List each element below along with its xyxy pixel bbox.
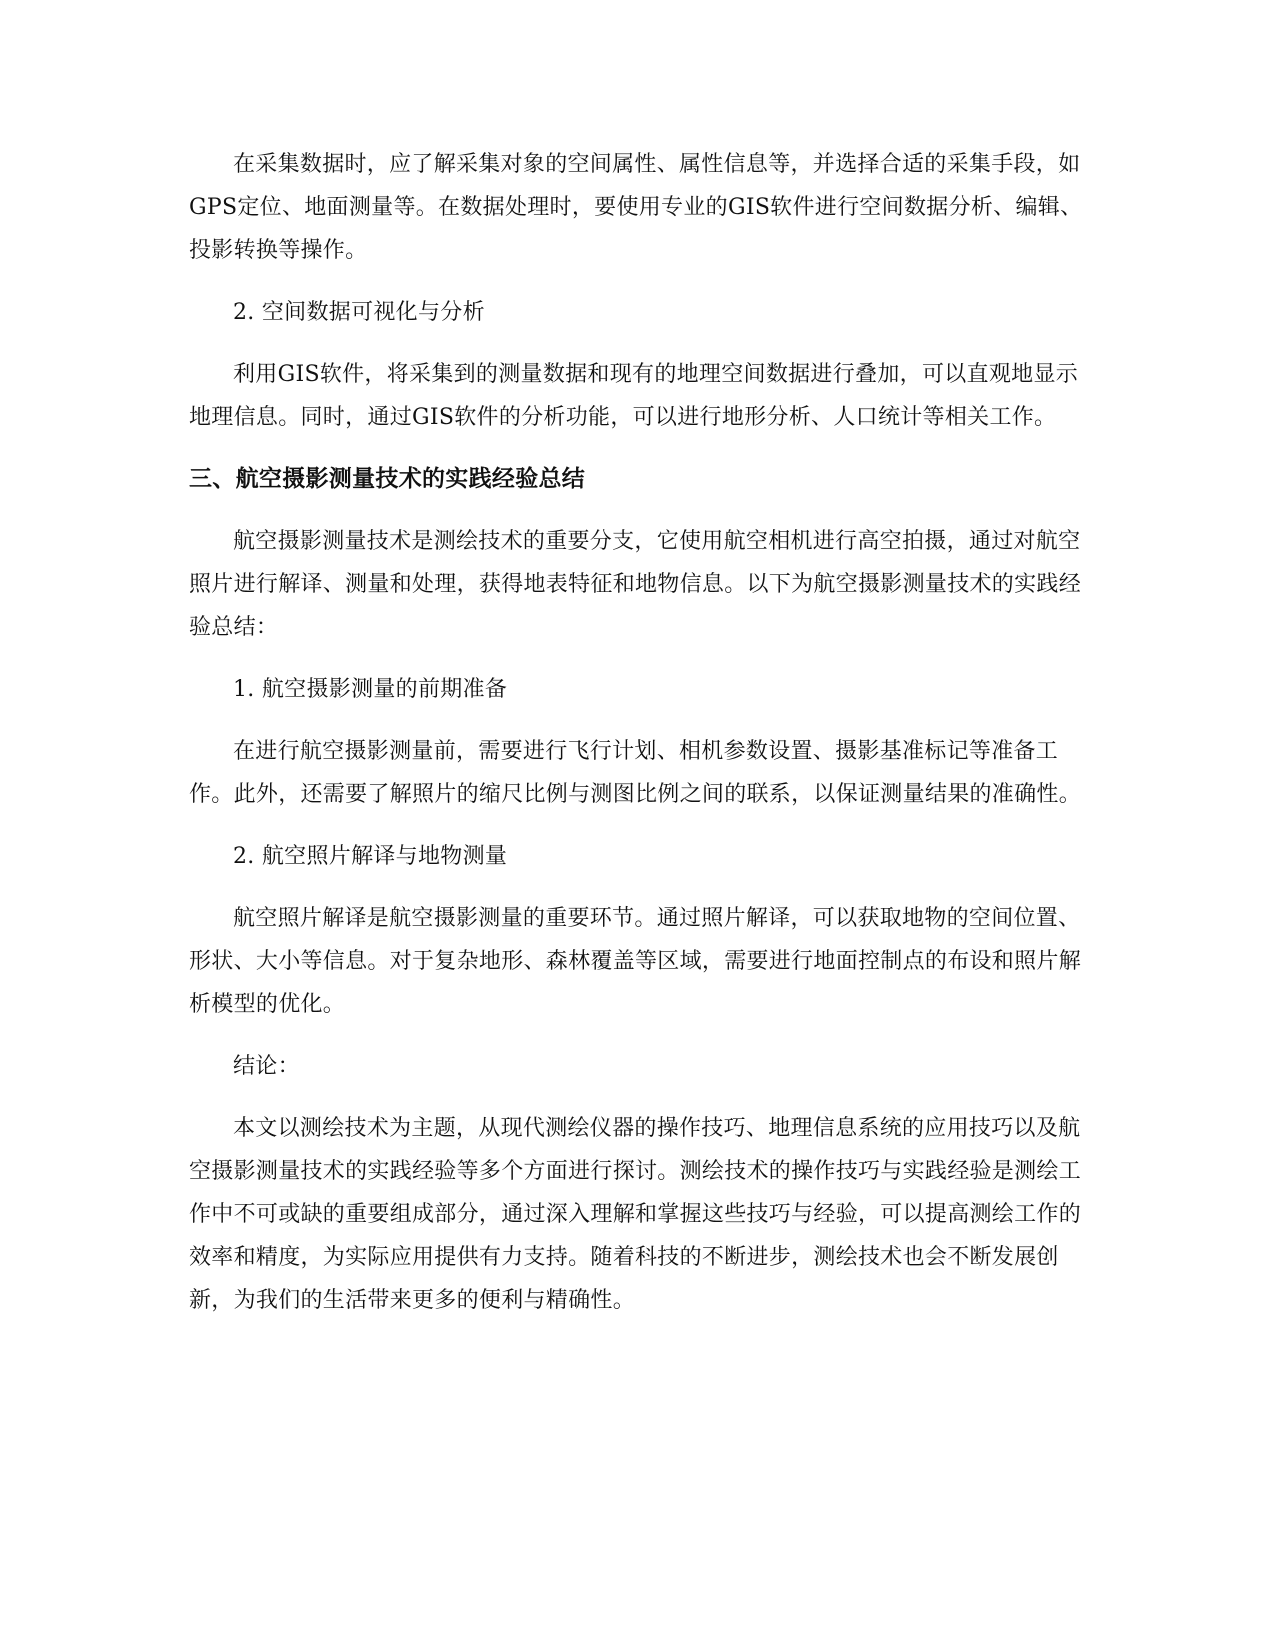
paragraph-interpretation: 航空照片解译是航空摄影测量的重要环节。通过照片解译，可以获取地物的空间位置、形状、大小等信息。对于复杂地形、森林覆盖等区域，需要进行地面控制点的布设和照片解析模型的优化。: [189, 906, 1082, 1017]
paragraph-conclusion: 本文以测绘技术为主题，从现代测绘仪器的操作技巧、地理信息系统的应用技巧以及航空摄影测量技术的实践经验等多个方面进行探讨。测绘技术的操作技巧与实践经验是测绘工作中不可或缺的重要组成部分，通过深入理解和掌握这些技巧与经验，可以提高测绘工作的效率和精度，为实际应用提供有力支持。随着科技的不断进步，测绘技术也会不断发展创新，为我们的生活带来更多的便利与精确性。: [189, 1116, 1082, 1313]
section-heading-aerial-photogrammetry: 三、航空摄影测量技术的实践经验总结: [189, 466, 586, 492]
conclusion-label: 结论：: [233, 1054, 300, 1079]
paragraph-preparation: 在进行航空摄影测量前，需要进行飞行计划、相机参数设置、摄影基准标记等准备工作。此外，还需要了解照片的缩尺比例与测图比例之间的联系，以保证测量结果的准确性。: [189, 739, 1082, 807]
subheading-interpretation: 2. 航空照片解译与地物测量: [233, 844, 508, 869]
paragraph-data-collection: 在采集数据时，应了解采集对象的空间属性、属性信息等，并选择合适的采集手段，如GPS定位、地面测量等。在数据处理时，要使用专业的GIS软件进行空间数据分析、编辑、投影转换等操作。: [189, 152, 1083, 263]
paragraph-gis-overlay: 利用GIS软件，将采集到的测量数据和现有的地理空间数据进行叠加，可以直观地显示地理信息。同时，通过GIS软件的分析功能，可以进行地形分析、人口统计等相关工作。: [189, 362, 1079, 430]
subheading-spatial-visualization: 2. 空间数据可视化与分析: [233, 300, 485, 325]
subheading-preparation: 1. 航空摄影测量的前期准备: [233, 677, 508, 702]
paragraph-aerial-intro: 航空摄影测量技术是测绘技术的重要分支，它使用航空相机进行高空拍摄，通过对航空照片进行解译、测量和处理，获得地表特征和地物信息。以下为航空摄影测量技术的实践经验总结：: [189, 529, 1082, 640]
